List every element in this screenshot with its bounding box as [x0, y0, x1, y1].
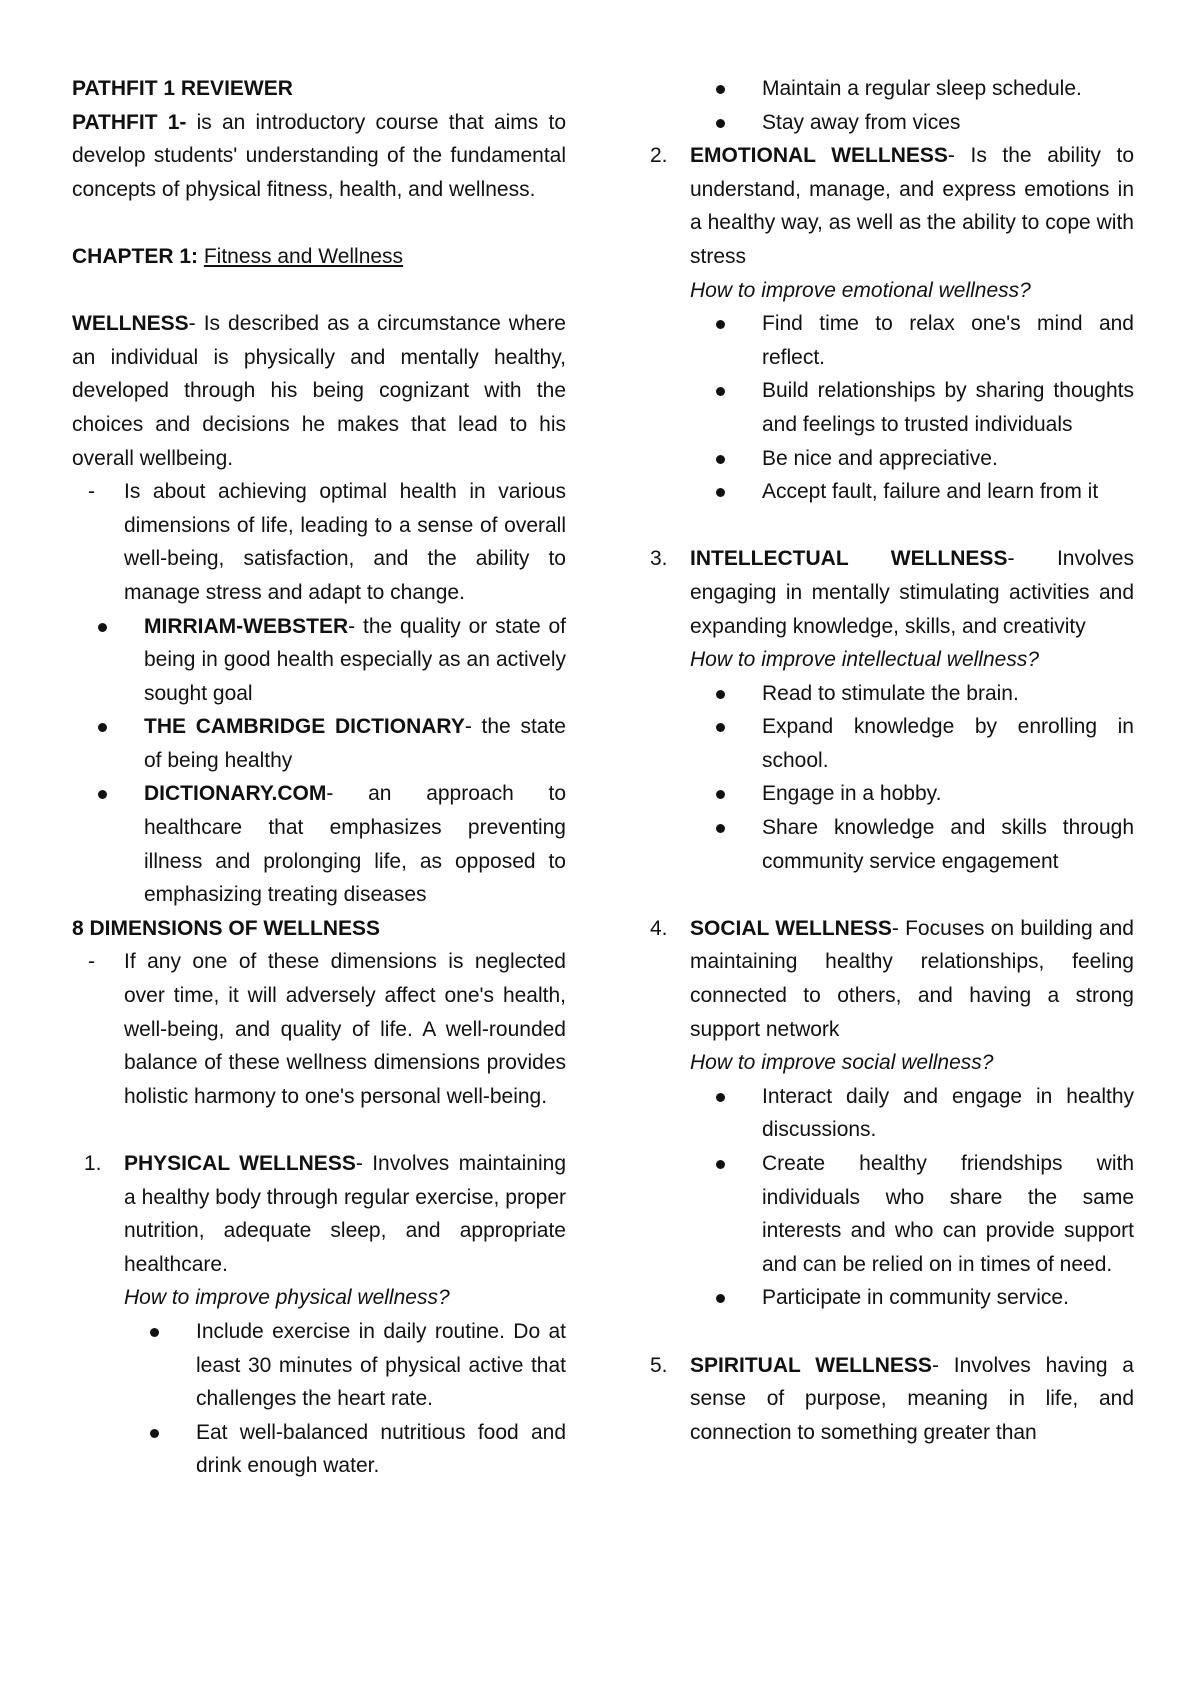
- dimension-term: PHYSICAL WELLNESS: [124, 1152, 356, 1175]
- definition-item: [92, 710, 566, 777]
- tip-item: [710, 811, 1134, 878]
- dimension-number: 2.: [650, 144, 668, 168]
- dimensions-dash-text: If any one of these dimensions is neglected over time, it will adversely affect one's health, well-being, and quality of life. A well-rounded balance of these wellness dimensions provides holistic harmony to one's personal well-being.: [124, 950, 566, 1108]
- dimension-term: INTELLECTUAL WELLNESS: [690, 547, 1008, 571]
- tip-item: [710, 442, 1134, 476]
- tip-text: Accept fault, failure and learn from it: [762, 480, 1099, 504]
- tip-text: Interact daily and engage in healthy discussions.: [762, 1084, 1134, 1142]
- tip-text: Expand knowledge by enrolling in school.: [762, 715, 1134, 772]
- dimension-number: 5.: [650, 1353, 668, 1377]
- tip-text: Share knowledge and skills through community service engagement: [762, 816, 1134, 873]
- dimension-text: - Is the ability to understand, manage, and express emotions in a healthy way, as well as the ability to cope with stress: [690, 144, 1135, 268]
- dimension-text: - Involves maintaining a healthy body through regular exercise, proper nutrition, adequate sleep, and appropriate healthcare.: [124, 1152, 566, 1276]
- tip-item: [710, 1080, 1134, 1147]
- dimension-number: 3.: [650, 547, 668, 571]
- dimension-physical: [72, 1147, 566, 1281]
- chapter-heading: [72, 240, 566, 274]
- tip-text: Engage in a hobby.: [762, 782, 942, 806]
- definition-term: MIRRIAM-WEBSTER: [144, 614, 349, 638]
- wellness-term: WELLNESS: [72, 312, 189, 336]
- tip-text: Maintain a regular sleep schedule.: [762, 77, 1082, 100]
- tip-item: [710, 374, 1134, 441]
- tip-item: [144, 1416, 566, 1483]
- wellness-dash-item: - Is about achieving optimal health in various dimensions of life, leading to a sense of overall well-being, satisfaction, and the ability to manage stress and adapt to change.: [88, 480, 566, 604]
- tip-item: [710, 777, 1134, 811]
- dimensions-heading: 8 DIMENSIONS OF WELLNESS: [72, 916, 381, 940]
- dimensions-dash-item: - If any one of these dimensions is neglected over time, it will adversely affect one's health, well-being, and quality of life. A well-rounded balance of these wellness dimensions provides holistic harmony to one's personal well-being.: [88, 950, 566, 1108]
- dimension-text: - Involves engaging in mentally stimulating activities and expanding knowledge, skills, and creativity: [690, 547, 1134, 638]
- chapter-label: CHAPTER 1:: [72, 244, 199, 268]
- tip-text: Create healthy friendships with individuals who share the same interests and who can provide support and can be relied on in times of need.: [762, 1152, 1134, 1276]
- dimension-number: 1.: [84, 1152, 102, 1175]
- definition-item: [92, 610, 566, 711]
- right-column: [650, 72, 1135, 1449]
- tip-text: Read to stimulate the brain.: [762, 681, 1019, 705]
- tip-item: [710, 1281, 1134, 1315]
- tip-text: Be nice and appreciative.: [762, 446, 998, 470]
- left-column: [72, 72, 566, 1483]
- tip-text: Build relationships by sharing thoughts and feelings to trusted individuals: [762, 379, 1134, 436]
- how-to-improve: How to improve emotional wellness?: [690, 278, 1031, 302]
- wellness-dash-text: Is about achieving optimal health in various dimensions of life, leading to a sense of overall well-being, satisfaction, and the ability to manage stress and adapt to change.: [124, 480, 566, 604]
- definition-term: THE CAMBRIDGE DICTIONARY: [144, 715, 465, 739]
- tip-item: [710, 1147, 1134, 1281]
- tip-text: Stay away from vices: [762, 110, 961, 134]
- tip-item: [710, 475, 1134, 509]
- how-to-improve: How to improve social wellness?: [690, 1051, 994, 1075]
- dimension-spiritual: [638, 1349, 1134, 1450]
- dimension-social: [638, 912, 1134, 1046]
- intro-term: PATHFIT 1-: [72, 110, 187, 134]
- dimension-text: - Focuses on building and maintaining healthy relationships, feeling connected to others, and having a strong support network: [690, 916, 1134, 1041]
- definition-text: - an approach to healthcare that emphasizes preventing illness and prolonging life, as opposed to emphasizing treating diseases: [144, 782, 566, 907]
- tip-item: [710, 710, 1134, 777]
- intro-text: is an introductory course that aims to develop students' understanding of the fundamental concepts of physical fitness, health, and wellness.: [72, 110, 566, 201]
- tip-text: Participate in community service.: [762, 1286, 1069, 1310]
- how-to-improve: How to improve intellectual wellness?: [690, 648, 1039, 672]
- dimension-number: 4.: [650, 916, 668, 940]
- dimension-emotional: [638, 139, 1134, 273]
- wellness-definition: [72, 307, 566, 475]
- tip-item: [710, 677, 1134, 711]
- tip-text: Include exercise in daily routine. Do at least 30 minutes of physical active that challenges the heart rate.: [196, 1319, 566, 1411]
- definition-text: - the quality or state of being in good health especially as an actively sought goal: [144, 614, 566, 705]
- page-title: PATHFIT 1 REVIEWER: [72, 77, 293, 100]
- definition-item: [92, 777, 566, 911]
- dimension-term: EMOTIONAL WELLNESS: [690, 144, 948, 168]
- wellness-text: - Is described as a circumstance where an individual is physically and mentally healthy, developed through his being cognizant with the choices and decisions he makes that lead to his overall wellbeing.: [72, 312, 566, 470]
- tip-text: Find time to relax one's mind and reflect.: [762, 312, 1134, 369]
- how-to-improve: How to improve physical wellness?: [124, 1286, 450, 1310]
- dimension-text: - Involves having a sense of purpose, meaning in life, and connection to something greater than: [690, 1353, 1134, 1444]
- chapter-title: Fitness and Wellness: [203, 244, 404, 268]
- tip-item: [144, 1315, 566, 1416]
- definition-term: DICTIONARY.COM: [144, 782, 327, 806]
- dimension-term: SPIRITUAL WELLNESS: [690, 1353, 932, 1377]
- dimension-term: SOCIAL WELLNESS: [690, 916, 892, 940]
- dimension-intellectual: [638, 542, 1134, 643]
- definition-text: - the state of being healthy: [144, 715, 566, 772]
- tip-item: [710, 307, 1134, 374]
- tip-item: [710, 106, 1134, 140]
- tip-item: [710, 72, 1134, 106]
- tip-text: Eat well-balanced nutritious food and drink enough water.: [196, 1420, 566, 1478]
- intro-paragraph: [72, 106, 566, 207]
